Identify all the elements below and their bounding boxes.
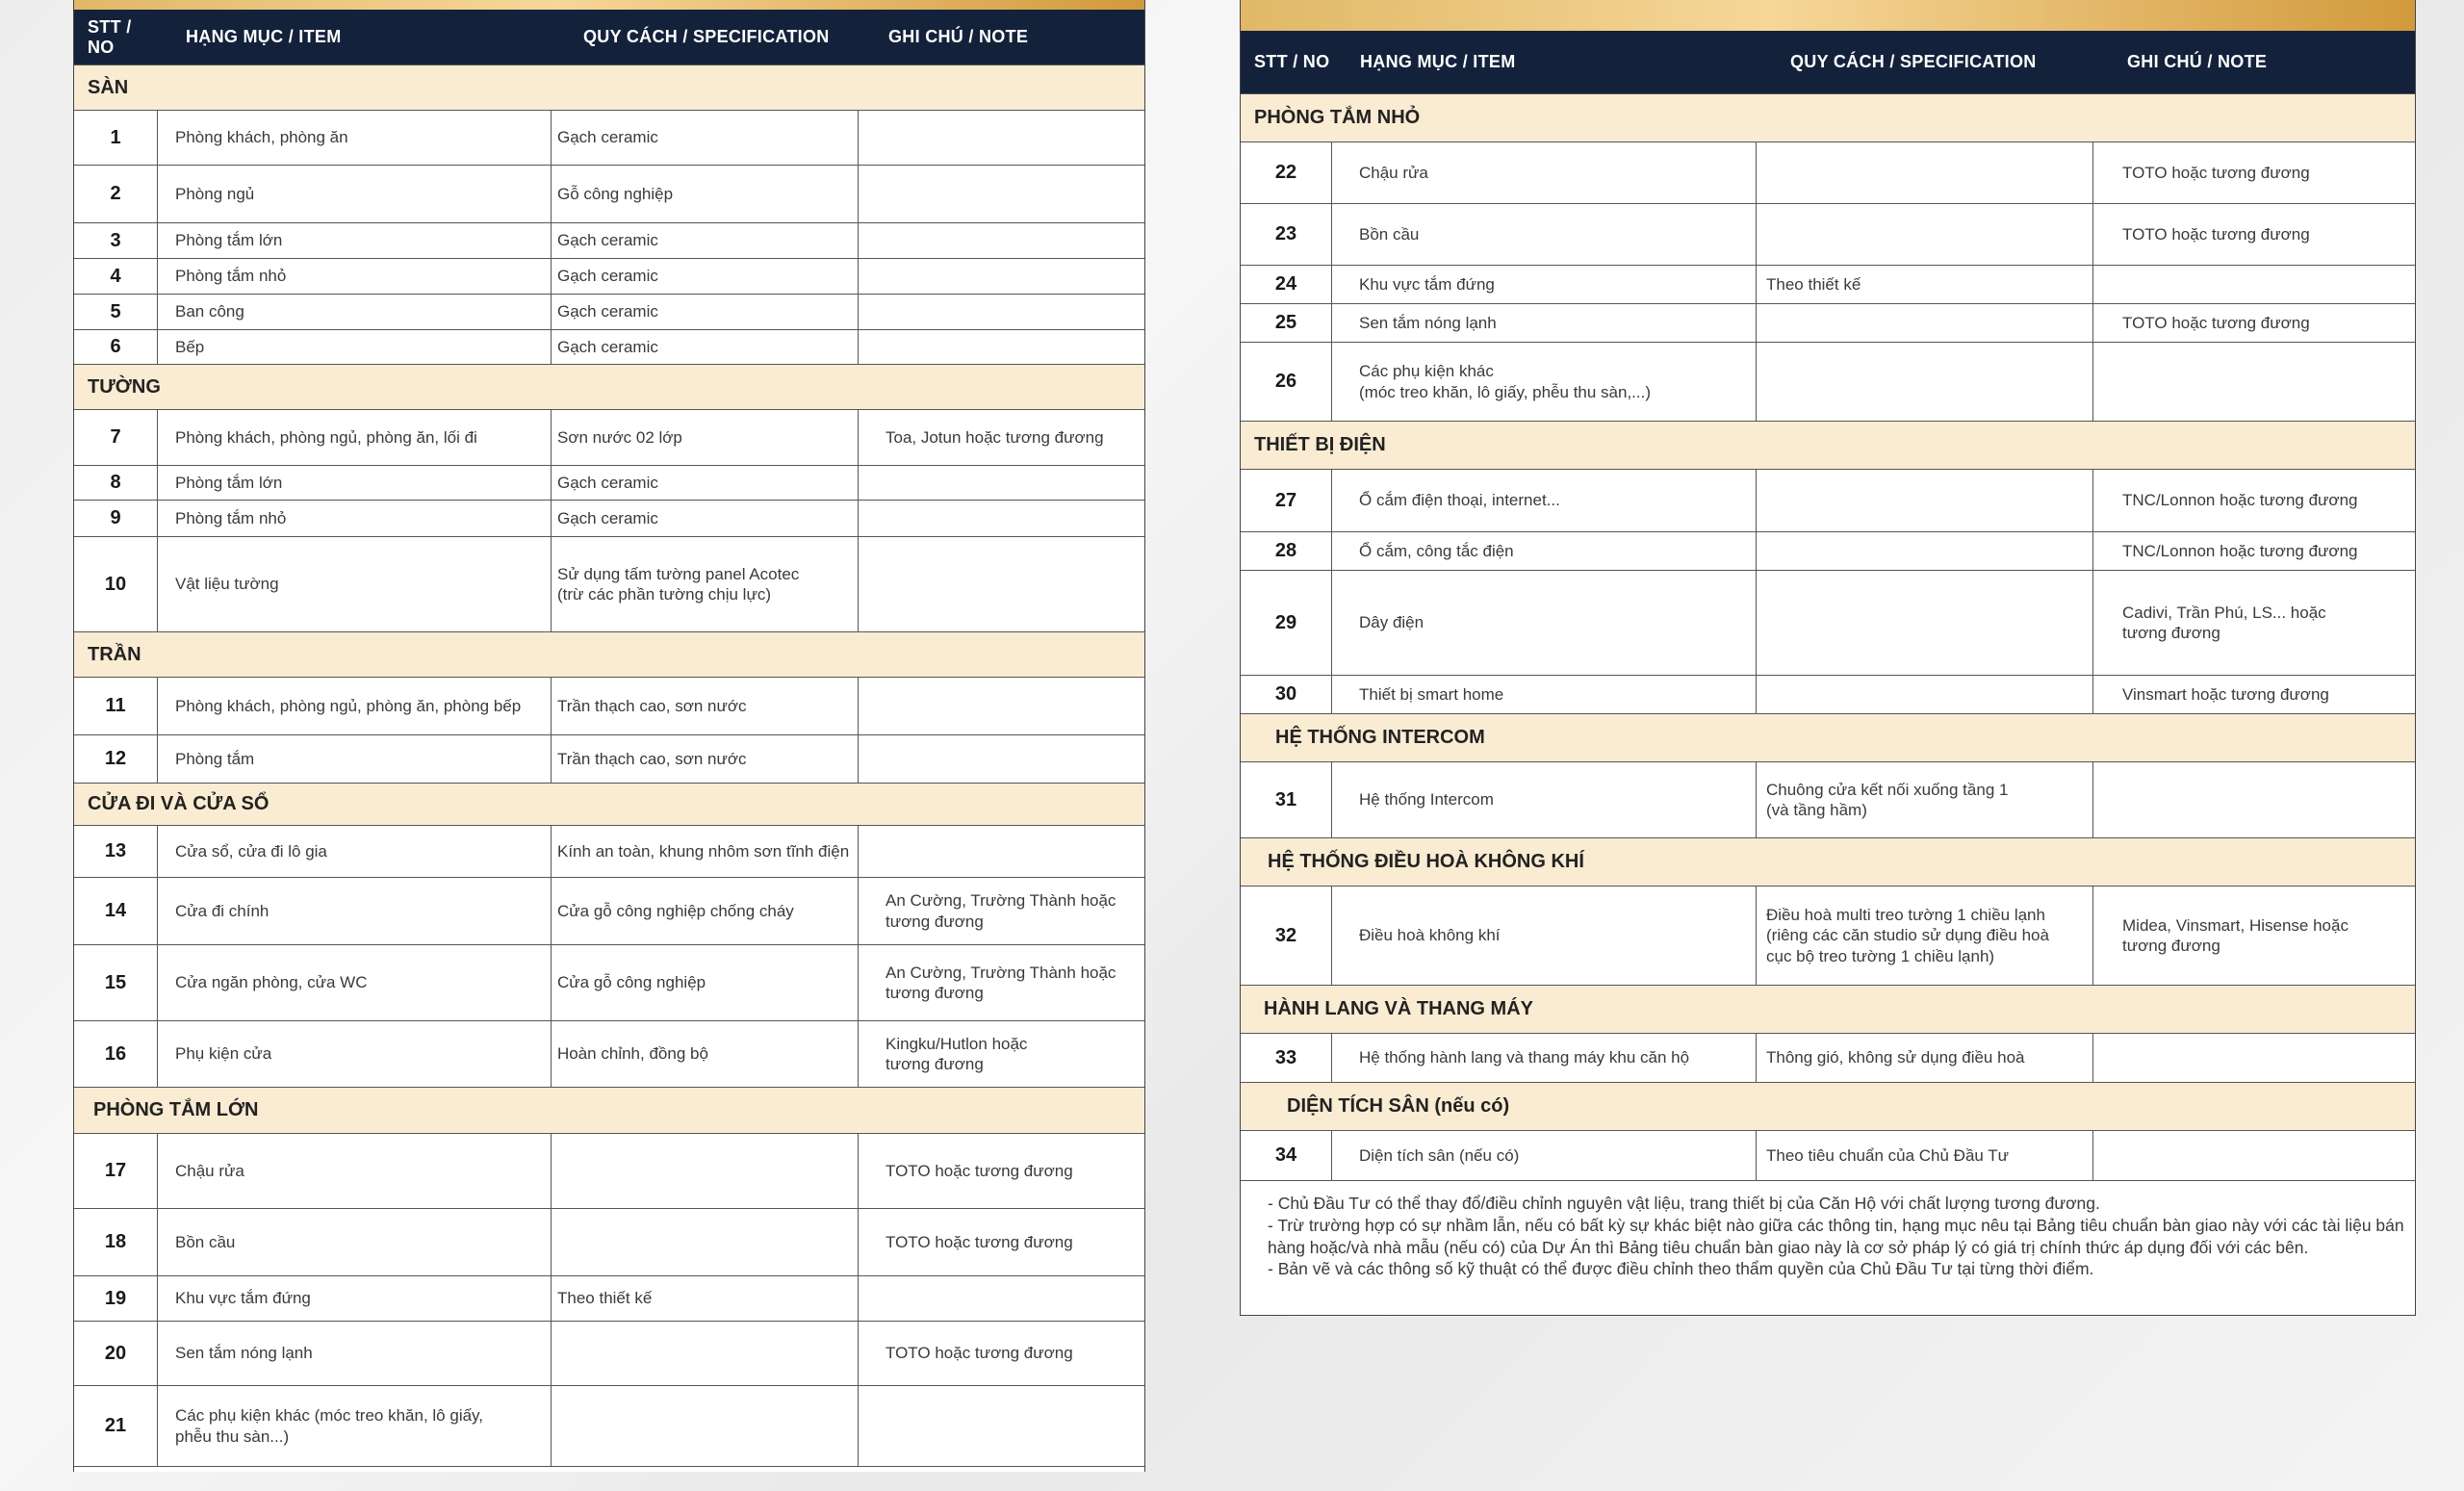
cell-spec: Trần thạch cao, sơn nước (551, 735, 858, 783)
cell-note (858, 826, 1143, 877)
header-note: GHI CHÚ / NOTE (888, 27, 1029, 46)
cell-note (858, 111, 1143, 165)
cell-note: Kingku/Hutlon hoặc tương đương (858, 1021, 1143, 1087)
table-row (74, 734, 1144, 783)
table-row (74, 877, 1144, 944)
cell-note (858, 678, 1143, 734)
table-row (1241, 265, 2415, 303)
cell-item: Phòng khách, phòng ăn (157, 111, 551, 165)
cell-note: Cadivi, Trần Phú, LS... hoặc tương đương (2092, 571, 2414, 675)
cell-note: Toa, Jotun hoặc tương đương (858, 410, 1143, 465)
cell-note (2092, 266, 2414, 303)
cell-spec: Gạch ceramic (551, 466, 858, 500)
cell-item: Phòng tắm nhỏ (157, 259, 551, 294)
cell-item: Cửa ngăn phòng, cửa WC (157, 945, 551, 1020)
gold-header-bar (1241, 0, 2415, 31)
cell-spec: Kính an toàn, khung nhôm sơn tĩnh điện (551, 826, 858, 877)
cell-item: Thiết bị smart home (1331, 676, 1756, 713)
cell-item: Khu vực tắm đứng (157, 1276, 551, 1321)
cell-item: Chậu rửa (157, 1134, 551, 1208)
cell-note (858, 166, 1143, 222)
table-row (74, 294, 1144, 329)
cell-no: 17 (104, 1160, 127, 1181)
table-row (74, 677, 1144, 734)
table-row (1241, 886, 2415, 985)
table-row (74, 409, 1144, 465)
cell-note (858, 501, 1143, 536)
cell-no: 19 (104, 1287, 127, 1309)
cell-no: 5 (110, 300, 121, 322)
table-row (74, 1385, 1144, 1466)
cell-item: Các phụ kiện khác (móc treo khăn, lô giấy, phễu thu sàn,...) (1331, 343, 1756, 421)
cell-spec: Gạch ceramic (551, 330, 858, 364)
cell-no: 16 (104, 1042, 127, 1065)
table-row (1241, 675, 2415, 713)
cell-item: Hệ thống hành lang và thang máy khu căn hộ (1331, 1034, 1756, 1082)
cell-spec (1756, 470, 2092, 531)
cell-note: An Cường, Trường Thành hoặc tương đương (858, 878, 1143, 944)
cell-spec (551, 1209, 858, 1275)
cell-no: 14 (104, 900, 127, 921)
gold-header-bar (74, 0, 1144, 10)
cell-note (858, 259, 1143, 294)
table-bottom-border (74, 1466, 1144, 1467)
section-header: HỆ THỐNG ĐIỀU HOÀ KHÔNG KHÍ (1241, 837, 2415, 886)
table-row (1241, 303, 2415, 342)
table-row (1241, 1130, 2415, 1180)
cell-spec: Cửa gỗ công nghiệp (551, 945, 858, 1020)
cell-no: 33 (1274, 1046, 1297, 1068)
cell-no: 28 (1274, 540, 1297, 561)
cell-item: Vật liệu tường (157, 537, 551, 631)
table-row (74, 825, 1144, 877)
cell-no: 18 (104, 1231, 127, 1252)
cell-item: Phòng khách, phòng ngủ, phòng ăn, phòng bếp (157, 678, 551, 734)
spec-table-left (73, 0, 1145, 1472)
cell-spec: Gạch ceramic (551, 259, 858, 294)
table-row (74, 110, 1144, 165)
header-note: GHI CHÚ / NOTE (2127, 52, 2268, 71)
cell-note: TOTO hoặc tương đương (858, 1322, 1143, 1385)
cell-no: 6 (110, 336, 121, 357)
cell-item: Bồn cầu (157, 1209, 551, 1275)
cell-spec: Cửa gỗ công nghiệp chống cháy (551, 878, 858, 944)
cell-note (2092, 1034, 2414, 1082)
cell-item: Chậu rửa (1331, 142, 1756, 203)
cell-no: 15 (104, 971, 127, 993)
cell-spec (1756, 204, 2092, 265)
cell-item: Phòng ngủ (157, 166, 551, 222)
cell-item: Phòng tắm lớn (157, 466, 551, 500)
spec-table-right (1240, 0, 2416, 1316)
table-body (1241, 93, 2415, 1180)
table-row (74, 1133, 1144, 1208)
cell-note (2092, 762, 2414, 837)
cell-spec: Điều hoà multi treo tường 1 chiều lạnh (riêng các căn studio sử dụng điều hoà cục bộ treo tường 1 chiều lạnh) (1756, 887, 2092, 985)
cell-no: 12 (104, 748, 127, 769)
cell-no: 21 (104, 1415, 127, 1436)
cell-note: TOTO hoặc tương đương (2092, 204, 2414, 265)
cell-item: Phòng tắm lớn (157, 223, 551, 258)
cell-no: 22 (1274, 162, 1297, 183)
cell-spec (1756, 343, 2092, 421)
cell-spec: Gỗ công nghiệp (551, 166, 858, 222)
header-item: HẠNG MỤC / ITEM (1360, 52, 1516, 71)
header-spec: QUY CÁCH / SPECIFICATION (583, 27, 830, 46)
cell-item: Bồn cầu (1331, 204, 1756, 265)
table-row (74, 465, 1144, 500)
section-header: PHÒNG TẮM LỚN (74, 1087, 1144, 1133)
cell-item: Bếp (157, 330, 551, 364)
cell-spec: Chuông cửa kết nối xuống tầng 1 (và tầng hầm) (1756, 762, 2092, 837)
section-header: HỆ THỐNG INTERCOM (1241, 713, 2415, 761)
cell-note (858, 537, 1143, 631)
table-row (74, 500, 1144, 536)
cell-no: 32 (1274, 924, 1297, 946)
table-row (74, 1321, 1144, 1385)
cell-note: TOTO hoặc tương đương (858, 1209, 1143, 1275)
cell-no: 1 (110, 126, 121, 148)
cell-spec: Gạch ceramic (551, 295, 858, 329)
header-spec: QUY CÁCH / SPECIFICATION (1790, 52, 2037, 71)
cell-no: 25 (1274, 312, 1297, 333)
table-row (1241, 531, 2415, 570)
cell-item: Phòng tắm nhỏ (157, 501, 551, 536)
cell-spec: Thông gió, không sử dụng điều hoà (1756, 1034, 2092, 1082)
table-row (74, 258, 1144, 294)
cell-item: Cửa đi chính (157, 878, 551, 944)
cell-note (858, 1276, 1143, 1321)
cell-item: Ổ cắm, công tắc điện (1331, 532, 1756, 570)
table-row (74, 536, 1144, 631)
cell-note (858, 223, 1143, 258)
cell-no: 13 (104, 840, 127, 861)
footnotes (1241, 1180, 2415, 1280)
section-header: CỬA ĐI VÀ CỬA SỔ (74, 783, 1144, 825)
cell-item: Phòng tắm (157, 735, 551, 783)
table-header (74, 10, 1144, 64)
cell-item: Khu vực tắm đứng (1331, 266, 1756, 303)
cell-item: Ban công (157, 295, 551, 329)
cell-spec: Gạch ceramic (551, 223, 858, 258)
cell-no: 3 (110, 229, 121, 251)
cell-note: Vinsmart hoặc tương đương (2092, 676, 2414, 713)
cell-spec: Gạch ceramic (551, 501, 858, 536)
cell-note (858, 735, 1143, 783)
cell-spec: Theo thiết kế (1756, 266, 2092, 303)
cell-note: An Cường, Trường Thành hoặc tương đương (858, 945, 1143, 1020)
table-row (1241, 469, 2415, 531)
cell-item: Phòng khách, phòng ngủ, phòng ăn, lối đi (157, 410, 551, 465)
cell-spec (1756, 142, 2092, 203)
header-item: HẠNG MỤC / ITEM (186, 27, 342, 46)
table-row (74, 222, 1144, 258)
cell-no: 20 (104, 1342, 127, 1364)
table-row (74, 165, 1144, 222)
cell-no: 23 (1274, 223, 1297, 244)
header-no: STT / NO (88, 16, 132, 57)
cell-spec: Hoàn chỉnh, đồng bộ (551, 1021, 858, 1087)
cell-note (858, 295, 1143, 329)
section-header: DIỆN TÍCH SÂN (nếu có) (1241, 1082, 2415, 1130)
cell-item: Ổ cắm điện thoại, internet... (1331, 470, 1756, 531)
cell-no: 26 (1274, 371, 1297, 392)
section-header: THIẾT BỊ ĐIỆN (1241, 421, 2415, 469)
cell-spec (551, 1134, 858, 1208)
cell-note: TOTO hoặc tương đương (2092, 304, 2414, 342)
footnote: - Trừ trường hợp có sự nhầm lẫn, nếu có bất kỳ sự khác biệt nào giữa các thông tin, hạng mục nêu tại Bảng tiêu chuẩn bàn giao này với các tài liệu bán hàng hoặc/và nhà mẫu (nếu có) của Dự Án thì Bảng tiêu chuẩn bàn giao này là cơ sở pháp lý có giá trị chính thức áp dụng đối với các bên. (1268, 1215, 2404, 1257)
cell-no: 24 (1274, 273, 1297, 295)
cell-note (858, 330, 1143, 364)
cell-item: Cửa sổ, cửa đi lô gia (157, 826, 551, 877)
cell-no: 11 (105, 695, 126, 716)
cell-no: 29 (1274, 611, 1297, 633)
table-row (1241, 141, 2415, 203)
cell-no: 8 (110, 472, 121, 493)
section-header: PHÒNG TẮM NHỎ (1241, 93, 2415, 141)
cell-spec: Theo tiêu chuẩn của Chủ Đầu Tư (1756, 1131, 2092, 1180)
cell-spec (1756, 532, 2092, 570)
table-row (74, 1275, 1144, 1321)
cell-item: Hệ thống Intercom (1331, 762, 1756, 837)
cell-no: 27 (1274, 489, 1297, 511)
cell-no: 34 (1274, 1144, 1297, 1166)
cell-note: TOTO hoặc tương đương (858, 1134, 1143, 1208)
cell-spec (1756, 676, 2092, 713)
cell-spec (551, 1322, 858, 1385)
cell-no: 9 (110, 507, 121, 528)
table-header (1241, 31, 2415, 93)
cell-note: TNC/Lonnon hoặc tương đương (2092, 470, 2414, 531)
cell-no: 31 (1274, 788, 1297, 810)
table-row (74, 1020, 1144, 1087)
cell-note (858, 1386, 1143, 1466)
cell-spec (1756, 304, 2092, 342)
cell-note: TNC/Lonnon hoặc tương đương (2092, 532, 2414, 570)
cell-item: Điều hoà không khí (1331, 887, 1756, 985)
cell-item: Diện tích sân (nếu có) (1331, 1131, 1756, 1180)
table-row (1241, 570, 2415, 675)
cell-item: Các phụ kiện khác (móc treo khăn, lô giấy, phễu thu sàn...) (157, 1386, 551, 1466)
cell-spec (1756, 571, 2092, 675)
cell-no: 7 (110, 426, 121, 448)
footnote: - Chủ Đầu Tư có thể thay đổ/điều chỉnh nguyên vật liệu, trang thiết bị của Căn Hộ với chất lượng tương đương. (1268, 1194, 2100, 1213)
cell-spec: Sơn nước 02 lớp (551, 410, 858, 465)
cell-no: 10 (104, 573, 127, 595)
section-header: TRẦN (74, 631, 1144, 677)
section-header: SÀN (74, 64, 1144, 110)
footnote: - Bản vẽ và các thông số kỹ thuật có thể được điều chỉnh theo thẩm quyền của Chủ Đầu Tư tại từng thời điểm. (1268, 1259, 2094, 1279)
cell-note: TOTO hoặc tương đương (2092, 142, 2414, 203)
cell-item: Dây điện (1331, 571, 1756, 675)
table-row (1241, 342, 2415, 421)
cell-spec: Sử dụng tấm tường panel Acotec (trừ các phần tường chịu lực) (551, 537, 858, 631)
cell-no: 2 (110, 183, 121, 204)
cell-spec: Trần thạch cao, sơn nước (551, 678, 858, 734)
cell-note (2092, 1131, 2414, 1180)
table-row (1241, 203, 2415, 265)
cell-no: 4 (110, 265, 121, 287)
cell-spec (551, 1386, 858, 1466)
cell-item: Phụ kiện cửa (157, 1021, 551, 1087)
table-row (74, 944, 1144, 1020)
cell-spec: Theo thiết kế (551, 1276, 858, 1321)
section-header: TƯỜNG (74, 364, 1144, 409)
section-header: HÀNH LANG VÀ THANG MÁY (1241, 985, 2415, 1033)
table-row (74, 1208, 1144, 1275)
header-no: STT / NO (1254, 52, 1330, 71)
table-body (74, 64, 1144, 1467)
table-row (1241, 1033, 2415, 1082)
table-row (74, 329, 1144, 364)
cell-note (858, 466, 1143, 500)
cell-item: Sen tắm nóng lạnh (1331, 304, 1756, 342)
cell-note: Midea, Vinsmart, Hisense hoặc tương đương (2092, 887, 2414, 985)
cell-note (2092, 343, 2414, 421)
cell-spec: Gạch ceramic (551, 111, 858, 165)
cell-item: Sen tắm nóng lạnh (157, 1322, 551, 1385)
cell-no: 30 (1274, 683, 1297, 705)
table-row (1241, 761, 2415, 837)
